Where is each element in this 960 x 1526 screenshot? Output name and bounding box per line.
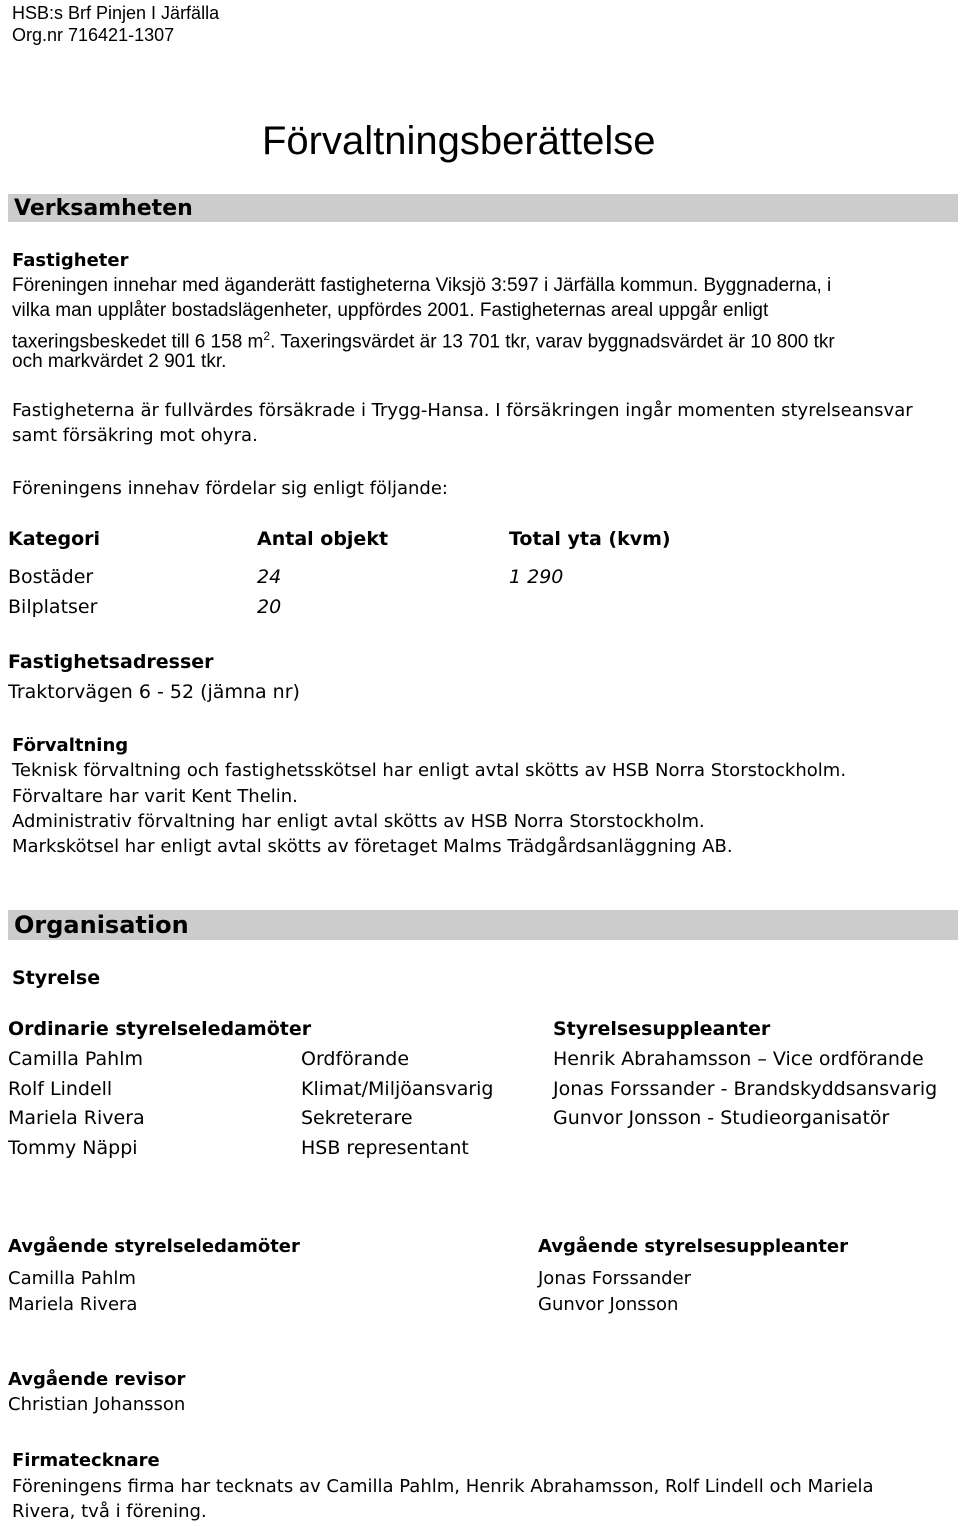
innehav-intro: Föreningens innehav fördelar sig enligt följande:: [12, 478, 448, 499]
org-name: HSB:s Brf Pinjen I Järfälla: [12, 3, 220, 23]
insurance-line-1: Fastigheterna är fullvärdes försäkrade i Trygg-Hansa. I försäkringen ingår momenten styrelseansvar: [12, 400, 913, 421]
forvaltning-line: Teknisk förvaltning och fastighetsskötsel har enligt avtal skötts av HSB Norra Storstockholm.: [12, 760, 847, 781]
avgaende-suppleant: Jonas Forssander: [538, 1268, 692, 1289]
adresser-value: Traktorvägen 6 - 52 (jämna nr): [8, 681, 300, 703]
avgaende-revisor-name: Christian Johansson: [8, 1394, 186, 1415]
table-cell-yta: 1 290: [509, 566, 564, 588]
insurance-line-2: samt försäkring mot ohyra.: [12, 425, 258, 446]
section-heading-verksamheten: Verksamheten: [14, 196, 193, 221]
avgaende-ledamot: Camilla Pahlm: [8, 1268, 136, 1289]
suppleant-member: Gunvor Jonsson - Studieorganisatör: [553, 1107, 890, 1129]
page-title: Förvaltningsberättelse: [262, 119, 656, 163]
org-number: Org.nr 716421-1307: [12, 25, 175, 45]
table-header-antal: Antal objekt: [257, 528, 389, 550]
forvaltning-line: Markskötsel har enligt avtal skötts av företaget Malms Trädgårdsanläggning AB.: [12, 836, 733, 857]
section-bar-organisation: [8, 910, 958, 940]
section-heading-organisation: Organisation: [14, 911, 189, 939]
table-cell-antal: 24: [257, 566, 282, 588]
firmatecknare-line-1: Föreningens firma har tecknats av Camilla Pahlm, Henrik Abrahamsson, Rolf Lindell och Mariela: [12, 1476, 874, 1497]
table-cell-kategori: Bilplatser: [8, 596, 98, 618]
firmatecknare-line-2: Rivera, två i förening.: [12, 1501, 207, 1522]
ordinarie-member-name: Rolf Lindell: [8, 1078, 113, 1100]
forvaltning-line: Förvaltare har varit Kent Thelin.: [12, 786, 298, 807]
ordinarie-member-role: HSB representant: [301, 1137, 469, 1159]
suppleant-member: Henrik Abrahamsson – Vice ordförande: [553, 1048, 924, 1070]
section-bar-verksamheten: [8, 194, 958, 222]
suppleant-member: Jonas Forssander - Brandskyddsansvarig: [553, 1078, 938, 1100]
ordinarie-member-role: Sekreterare: [301, 1107, 413, 1129]
avgaende-suppleant: Gunvor Jonsson: [538, 1294, 679, 1315]
fastigheter-line-1: Föreningen innehar med äganderätt fastigheterna Viksjö 3:597 i Järfälla kommun. Byggnaderna, i: [12, 275, 832, 296]
table-cell-antal: 20: [257, 596, 282, 618]
fastigheter-line-2: vilka man upplåter bostadslägenheter, uppfördes 2001. Fastigheternas areal uppgår enligt: [12, 300, 769, 321]
ordinarie-member-role: Klimat/Miljöansvarig: [301, 1078, 494, 1100]
suppleanter-heading: Styrelsesuppleanter: [553, 1018, 771, 1040]
styrelse-heading: Styrelse: [12, 967, 101, 989]
fastigheter-line-4: och markvärdet 2 901 tkr.: [12, 351, 227, 372]
fastigheter-heading: Fastigheter: [12, 250, 129, 271]
ordinarie-member-name: Mariela Rivera: [8, 1107, 145, 1129]
area-superscript: 2: [263, 329, 271, 343]
forvaltning-heading: Förvaltning: [12, 735, 129, 756]
forvaltning-line: Administrativ förvaltning har enligt avtal skötts av HSB Norra Storstockholm.: [12, 811, 705, 832]
firmatecknare-heading: Firmatecknare: [12, 1450, 160, 1471]
fastigheter-line-3-post: . Taxeringsvärdet är 13 701 tkr, varav byggnadsvärdet är 10 800 tkr: [270, 331, 835, 353]
avgaende-suppleanter-heading: Avgående styrelsesuppleanter: [538, 1236, 848, 1257]
avgaende-ledamot: Mariela Rivera: [8, 1294, 138, 1315]
adresser-heading: Fastighetsadresser: [8, 651, 214, 673]
avgaende-ledamoter-heading: Avgående styrelseledamöter: [8, 1236, 300, 1257]
fastigheter-line-3-pre: taxeringsbeskedet till 6 158 m: [12, 331, 264, 353]
table-header-kategori: Kategori: [8, 528, 101, 550]
ordinarie-member-name: Camilla Pahlm: [8, 1048, 144, 1070]
table-header-yta: Total yta (kvm): [509, 528, 671, 550]
ordinarie-member-name: Tommy Näppi: [8, 1137, 138, 1159]
table-cell-kategori: Bostäder: [8, 566, 94, 588]
ordinarie-member-role: Ordförande: [301, 1048, 410, 1070]
avgaende-revisor-heading: Avgående revisor: [8, 1369, 186, 1390]
ordinarie-heading: Ordinarie styrelseledamöter: [8, 1018, 312, 1040]
